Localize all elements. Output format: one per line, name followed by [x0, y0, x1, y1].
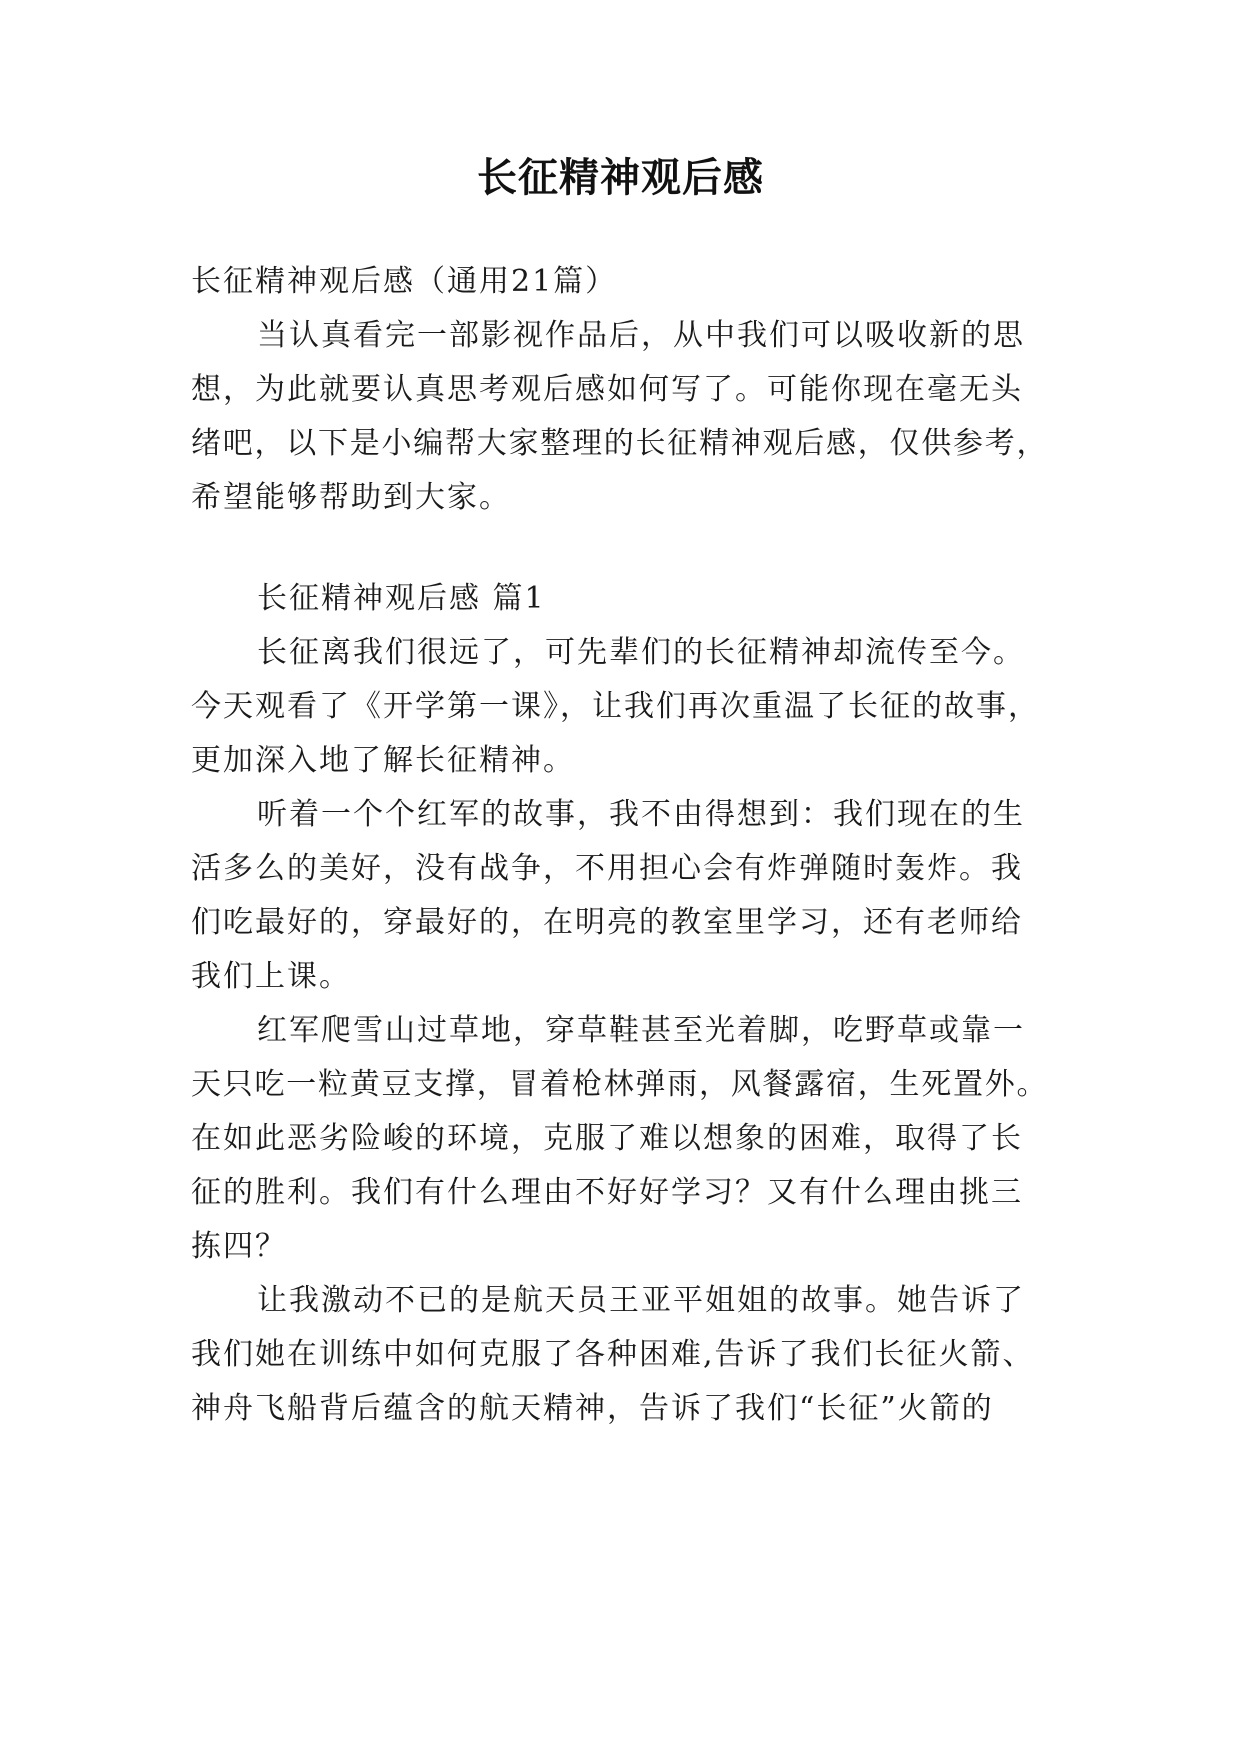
paragraph-line: 今天观看了《开学第一课》，让我们再次重温了长征的故事， — [191, 689, 1040, 724]
paragraph-line: 听着一个个红军的故事，我不由得想到：我们现在的生 — [257, 797, 1025, 832]
section-heading: 长征精神观后感 篇1 — [257, 581, 546, 616]
paragraph-line: 在如此恶劣险峻的环境，克服了难以想象的困难，取得了长 — [191, 1121, 1023, 1156]
paragraph-line: 红军爬雪山过草地，穿草鞋甚至光着脚，吃野草或靠一 — [257, 1013, 1025, 1048]
paragraph-line: 更加深入地了解长征精神。 — [191, 743, 575, 778]
paragraph-line: 让我激动不已的是航天员王亚平姐姐的故事。她告诉了 — [257, 1283, 1025, 1318]
paragraph-line: 我们上课。 — [191, 959, 351, 994]
intro-line: 当认真看完一部影视作品后，从中我们可以吸收新的思 — [257, 318, 1025, 353]
paragraph-line: 天只吃一粒黄豆支撑，冒着枪林弹雨，风餐露宿，生死置外。 — [191, 1067, 1049, 1102]
document-subtitle: 长征精神观后感（通用21篇） — [191, 264, 618, 299]
intro-line: 绪吧，以下是小编帮大家整理的长征精神观后感，仅供参考， — [191, 426, 1049, 461]
intro-line: 希望能够帮助到大家。 — [191, 480, 511, 515]
paragraph-line: 神舟飞船背后蕴含的航天精神，告诉了我们“长征”火箭的 — [191, 1391, 994, 1426]
paragraph-line: 拣四？ — [191, 1229, 287, 1264]
paragraph-line: 征的胜利。我们有什么理由不好好学习？又有什么理由挑三 — [191, 1175, 1023, 1210]
paragraph-line: 活多么的美好，没有战争，不用担心会有炸弹随时轰炸。我 — [191, 851, 1023, 886]
intro-line: 想，为此就要认真思考观后感如何写了。可能你现在毫无头 — [191, 372, 1023, 407]
paragraph-line: 我们她在训练中如何克服了各种困难,告诉了我们长征火箭、 — [191, 1337, 1035, 1372]
paragraph-line: 们吃最好的，穿最好的，在明亮的教室里学习，还有老师给 — [191, 905, 1023, 940]
document-title: 长征精神观后感 — [477, 155, 764, 201]
paragraph-line: 长征离我们很远了，可先辈们的长征精神却流传至今。 — [257, 635, 1025, 670]
